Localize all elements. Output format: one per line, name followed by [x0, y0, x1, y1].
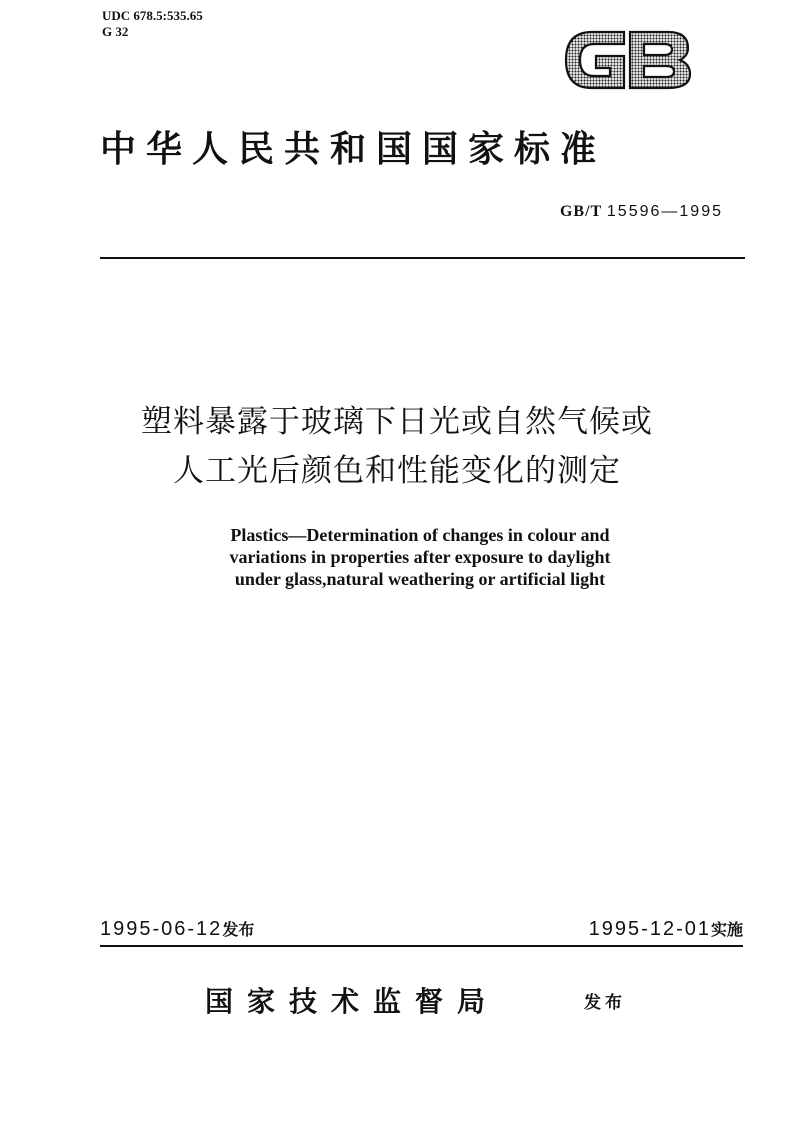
document-title-cn-line2: 人工光后颜色和性能变化的测定	[173, 453, 621, 489]
national-standard-title: 中华人民共和国国家标准	[100, 128, 607, 170]
bottom-divider	[100, 945, 743, 947]
classification-codes	[102, 8, 203, 40]
implementation-date-label: 实施	[710, 920, 743, 939]
udc-code: UDC 678.5:535.65	[102, 8, 203, 23]
issue-date	[100, 917, 254, 941]
standard-code-number: 15596—1995	[606, 203, 723, 220]
document-title-en-line3: under glass,natural weathering or artificial light	[234, 569, 606, 589]
publish-label: 发布	[584, 993, 626, 1013]
publisher-name: 国家技术监督局	[205, 985, 500, 1018]
document-title-cn-line1: 塑料暴露于玻璃下日光或自然气候或	[141, 404, 653, 440]
document-title-en	[120, 524, 720, 590]
issue-date-label: 发布	[222, 920, 255, 939]
top-divider	[100, 257, 745, 259]
document-title-en-line2: variations in properties after exposure to daylight	[229, 547, 611, 567]
category-code: G 32	[102, 24, 129, 39]
implementation-date	[560, 917, 743, 941]
standard-code-prefix: GB/T	[559, 203, 602, 220]
issue-date-value: 1995-06-12	[100, 918, 223, 940]
implementation-date-value: 1995-12-01	[588, 918, 711, 940]
standard-code	[480, 203, 723, 221]
document-title-en-line1: Plastics—Determination of changes in colour and	[230, 525, 610, 545]
gb-logo	[556, 22, 698, 98]
